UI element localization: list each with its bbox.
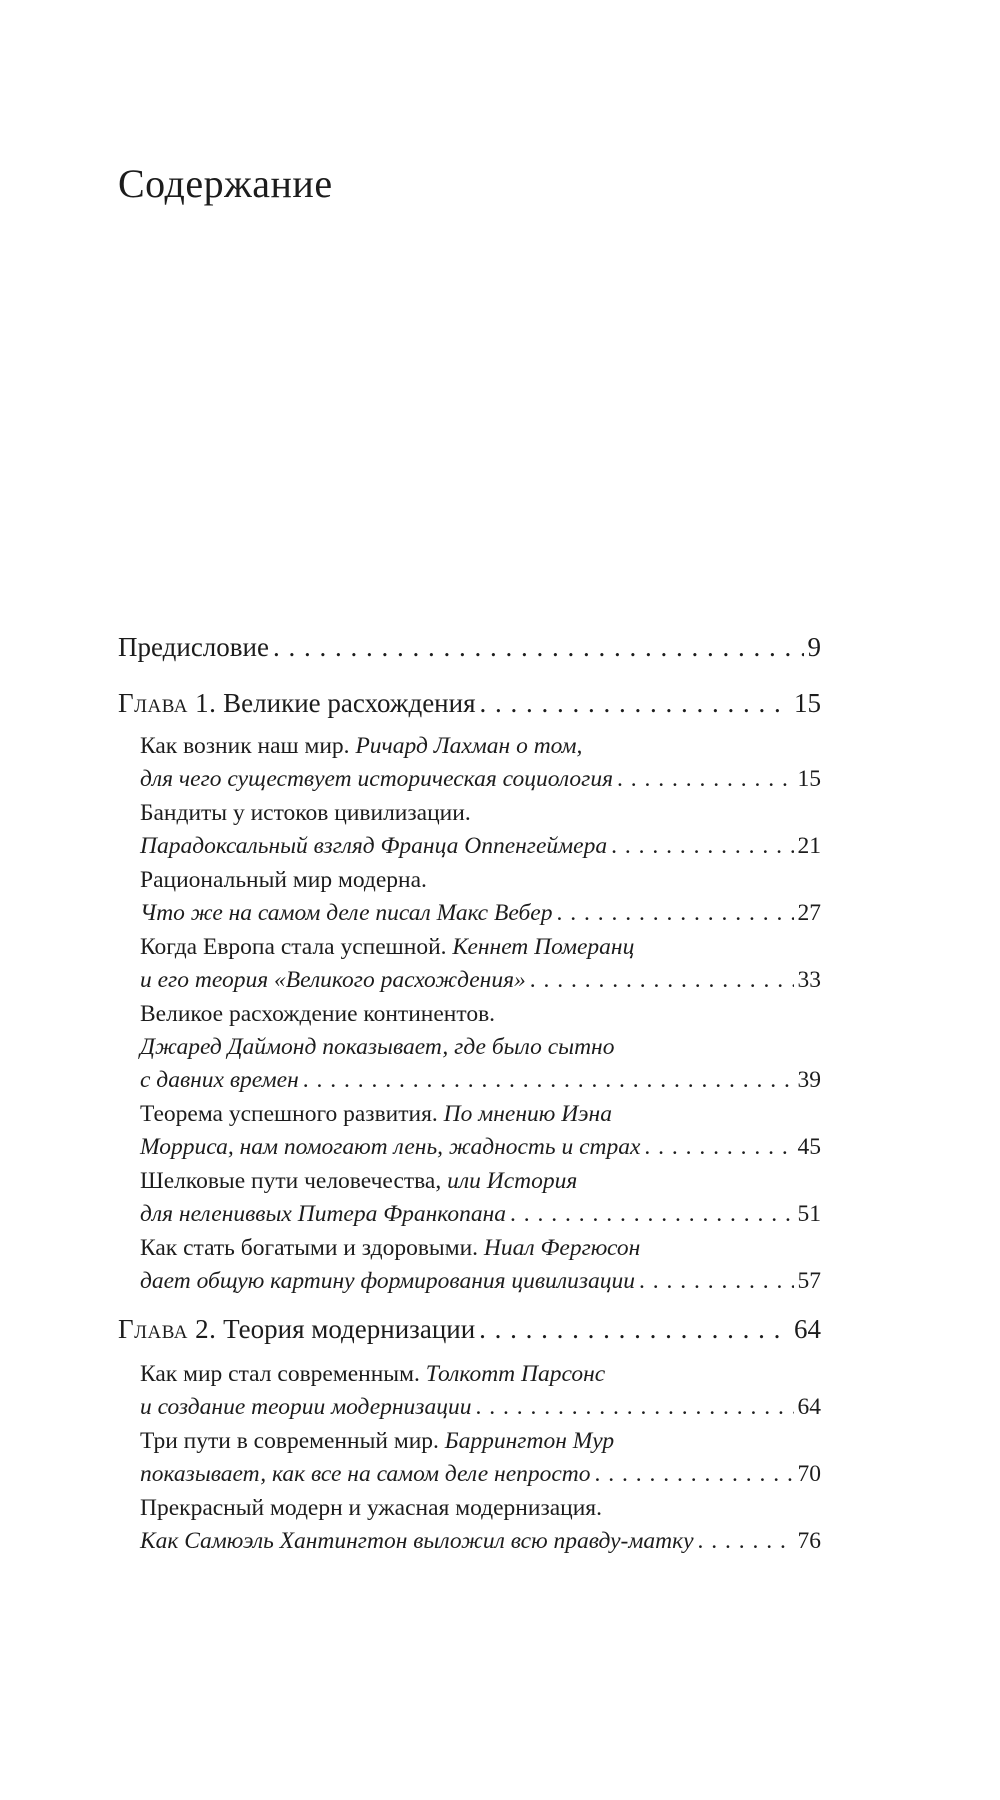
dot-leader	[475, 1391, 793, 1424]
page-number: 64	[794, 1314, 821, 1344]
toc-entry-chapter-1[interactable]	[118, 686, 821, 720]
section-author: Кеннет Померанц	[452, 934, 635, 960]
section-subtitle: показывает, как все на самом деле непросто	[140, 1461, 591, 1487]
toc-entry-preface[interactable]	[118, 630, 821, 664]
page-number: 21	[797, 833, 821, 859]
section-author: Ричард Лахман о том,	[355, 733, 583, 759]
toc-section[interactable]	[140, 730, 821, 796]
section-title: Бандиты у истоков цивилизации.	[140, 800, 471, 826]
preface-label: Предисловие	[118, 632, 269, 662]
dot-leader	[480, 686, 791, 720]
section-subtitle: для чего существует историческая социология	[140, 766, 614, 792]
page-number: 9	[807, 632, 821, 662]
section-title: Прекрасный модерн и ужасная модернизация.	[140, 1495, 602, 1521]
dot-leader	[698, 1525, 794, 1558]
page-number: 76	[797, 1528, 821, 1554]
page-number: 64	[797, 1394, 821, 1420]
dot-leader	[611, 830, 793, 863]
section-author: Ниал Фергюсон	[483, 1235, 641, 1261]
section-subtitle: Джаред Даймонд показывает, где было сытно	[140, 1034, 615, 1060]
page-number: 70	[797, 1461, 821, 1487]
toc-section[interactable]	[140, 797, 821, 863]
dot-leader	[273, 630, 804, 664]
page-number: 15	[797, 766, 821, 792]
section-title: Как стать богатыми и здоровыми.	[140, 1235, 484, 1261]
section-author: Баррингтон Мур	[444, 1428, 615, 1454]
toc-section[interactable]	[140, 998, 821, 1097]
page-number: 51	[797, 1201, 821, 1227]
page-number: 33	[797, 967, 821, 993]
section-title: Великое расхождение континентов.	[140, 1001, 496, 1027]
page-number: 39	[797, 1067, 821, 1093]
toc-section[interactable]	[140, 1358, 821, 1424]
dot-leader	[639, 1265, 793, 1298]
section-title: Теорема успешного развития.	[140, 1101, 444, 1127]
chapter-title: Теория модернизации	[223, 1314, 476, 1344]
dot-leader	[303, 1064, 794, 1097]
page-number: 27	[797, 900, 821, 926]
chapter-prefix: Глава 1.	[118, 688, 217, 718]
section-subtitle-cont: с давних времен	[140, 1067, 299, 1093]
chapter-prefix: Глава 2.	[118, 1314, 217, 1344]
section-subtitle: для нелениввых Питера Франкопана	[140, 1201, 507, 1227]
dot-leader	[617, 763, 793, 796]
page-number: 45	[797, 1134, 821, 1160]
section-subtitle: Морриса, нам помогают лень, жадность и страх	[140, 1134, 641, 1160]
section-subtitle: дает общую картину формирования цивилизации	[140, 1268, 636, 1294]
dot-leader	[479, 1312, 790, 1346]
section-subtitle: Парадоксальный взгляд Франца Оппенгеймера	[140, 833, 608, 859]
toc-section[interactable]	[140, 1165, 821, 1231]
section-subtitle: и создание теории модернизации	[140, 1394, 472, 1420]
page-title: Содержание	[118, 161, 333, 206]
section-title: Три пути в современный мир.	[140, 1428, 445, 1454]
toc-section[interactable]	[140, 1098, 821, 1164]
section-subtitle: Что же на самом деле писал Макс Вебер	[140, 900, 553, 926]
section-subtitle: Как Самюэль Хантингтон выложил всю правду-матку	[140, 1528, 694, 1554]
dot-leader	[530, 964, 794, 997]
section-title: Когда Европа стала успешной.	[140, 934, 453, 960]
section-title: Рациональный мир модерна.	[140, 867, 427, 893]
dot-leader	[556, 897, 793, 930]
page-number: 15	[794, 688, 821, 718]
table-of-contents	[118, 630, 821, 1559]
toc-section[interactable]	[140, 1492, 821, 1558]
section-author: Толкотт Парсонс	[425, 1361, 606, 1387]
chapter-title: Великие расхождения	[223, 688, 476, 718]
section-title: Как мир стал современным.	[140, 1361, 426, 1387]
toc-entry-chapter-2[interactable]	[118, 1312, 821, 1346]
page-number: 57	[797, 1268, 821, 1294]
toc-section[interactable]	[140, 1425, 821, 1491]
toc-section[interactable]	[140, 931, 821, 997]
dot-leader	[644, 1131, 793, 1164]
dot-leader	[510, 1198, 793, 1231]
section-title: Как возник наш мир.	[140, 733, 356, 759]
section-author: или История	[447, 1168, 578, 1194]
toc-section[interactable]	[140, 864, 821, 930]
section-author: По мнению Иэна	[443, 1101, 612, 1127]
toc-section[interactable]	[140, 1232, 821, 1298]
dot-leader	[595, 1458, 794, 1491]
section-title: Шелковые пути человечества,	[140, 1168, 448, 1194]
section-subtitle: и его теория «Великого расхождения»	[140, 967, 526, 993]
